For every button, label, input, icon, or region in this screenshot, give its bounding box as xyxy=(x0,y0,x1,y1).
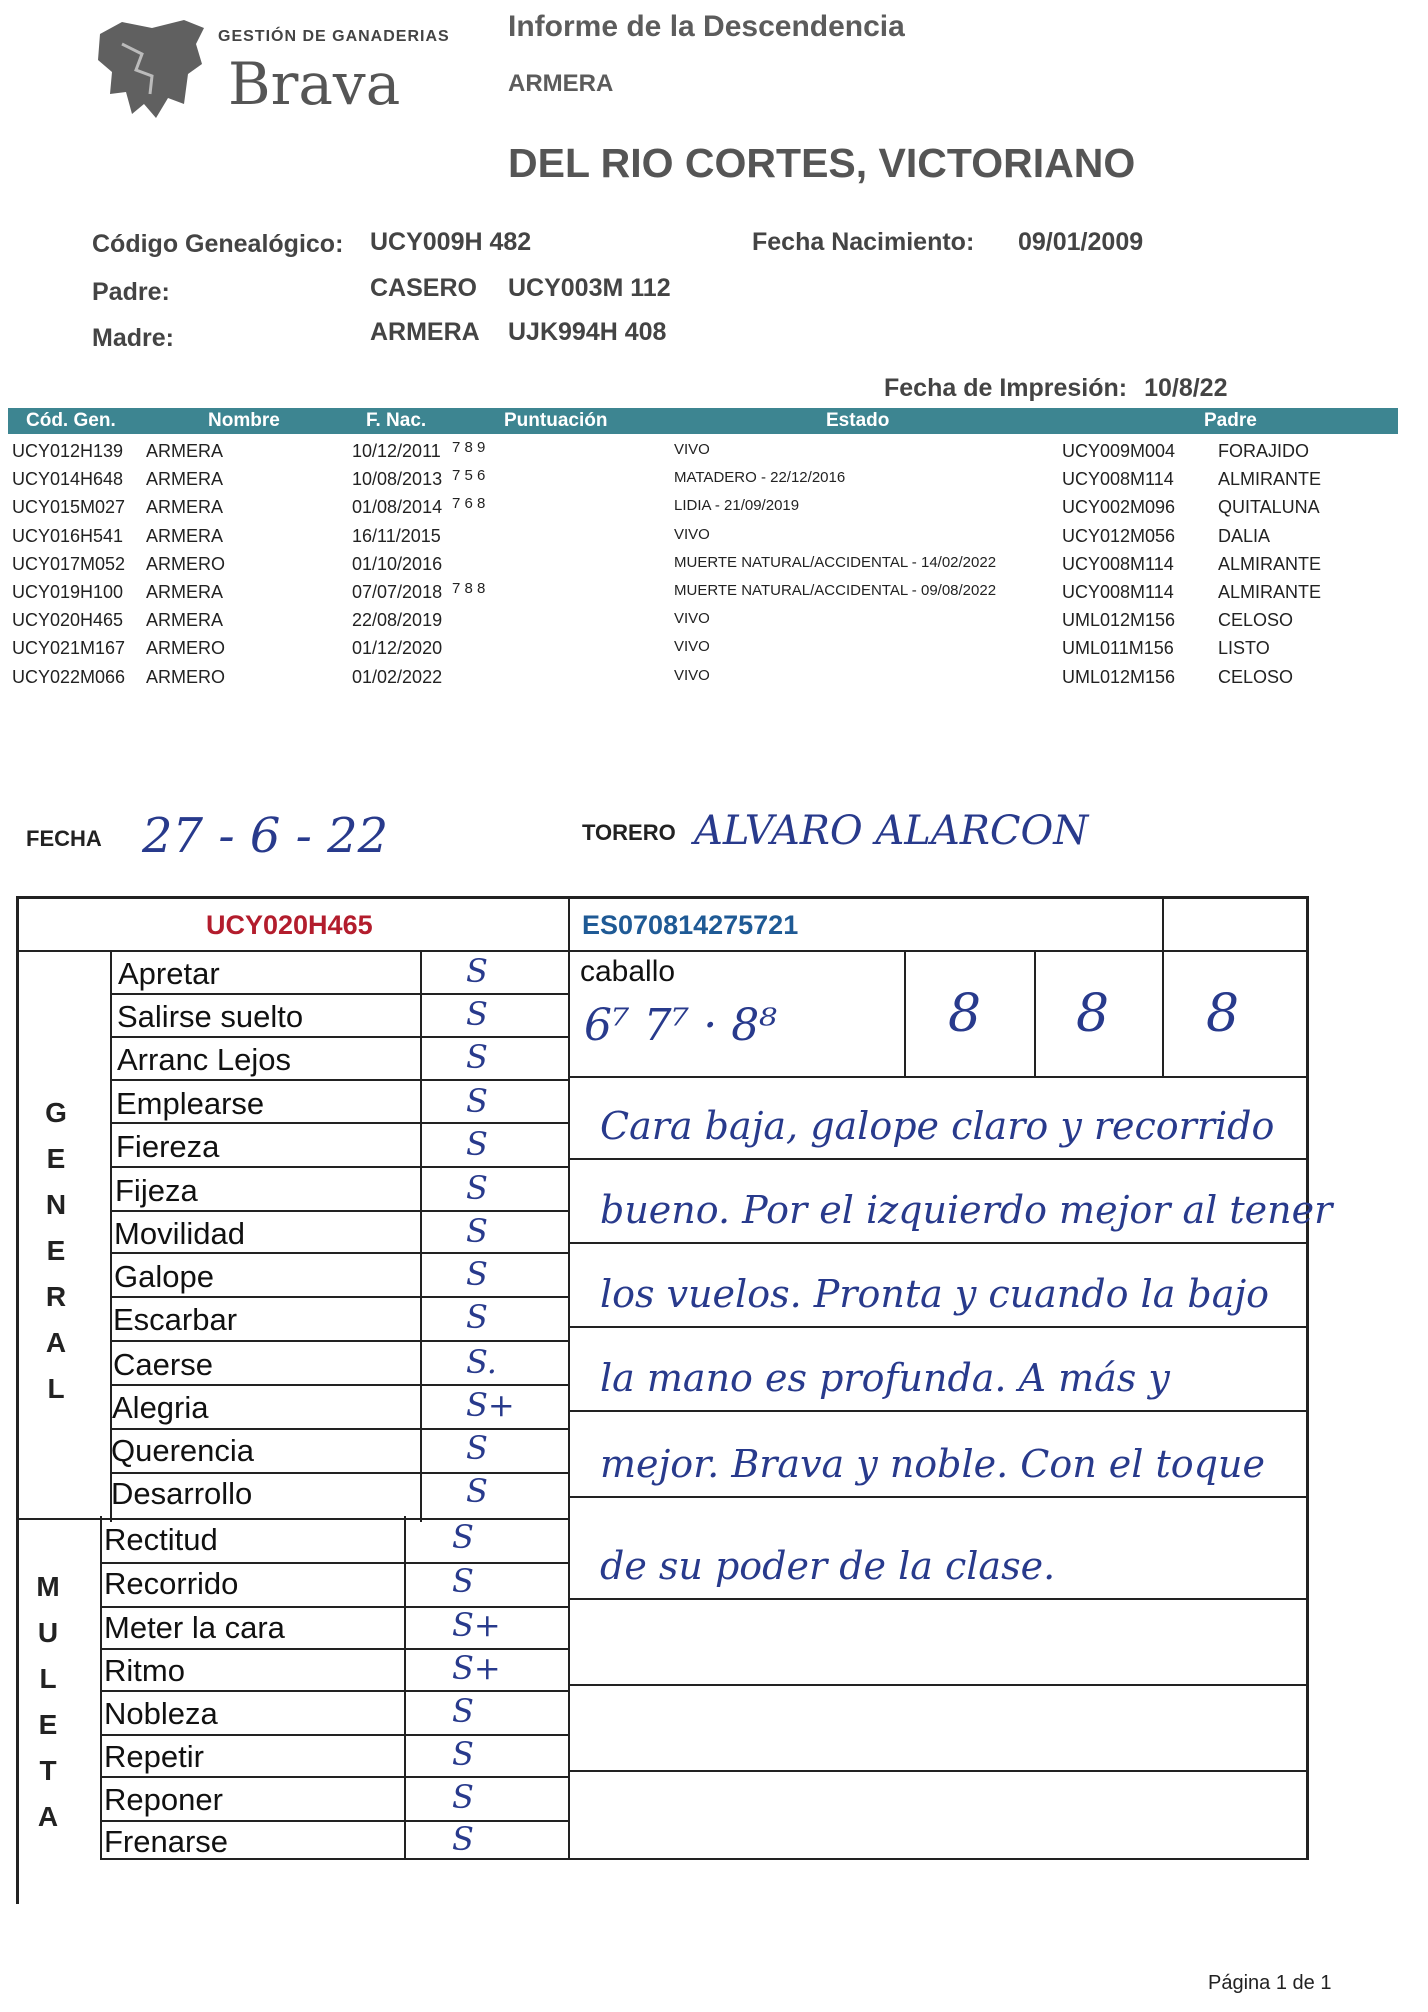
grid-line xyxy=(1306,896,1309,1860)
col-header-score: Puntuación xyxy=(504,410,608,431)
comment-line: la mano es profunda. A más y xyxy=(600,1356,1170,1400)
cell-name: ARMERO xyxy=(146,666,226,687)
cell-birth: 01/08/2014 xyxy=(352,497,443,518)
grid-line xyxy=(110,1428,568,1430)
trait-mark: S xyxy=(466,952,488,990)
cell-padre-code: UCY012M056 xyxy=(1062,525,1176,546)
trait-name: Emplearse xyxy=(116,1086,265,1121)
print-date-label: Fecha de Impresión: xyxy=(884,374,1128,402)
cell-code: UCY014H648 xyxy=(12,469,124,490)
grid-line xyxy=(100,1562,568,1564)
trait-name: Salirse suelto xyxy=(117,999,304,1034)
offspring-table-header xyxy=(8,408,1398,434)
trait-name: Rectitud xyxy=(104,1522,218,1557)
trait-mark: S xyxy=(466,1212,488,1250)
torero-value: ALVARO ALARCON xyxy=(694,808,1089,854)
trait-name: Meter la cara xyxy=(104,1610,285,1645)
cell-name: ARMERA xyxy=(146,497,224,518)
trait-name: Movilidad xyxy=(114,1216,245,1251)
score-3: 8 xyxy=(1206,984,1240,1044)
cell-estado: VIVO xyxy=(674,638,710,656)
grid-line xyxy=(16,896,19,1904)
comment-line: de su poder de la clase. xyxy=(600,1544,1056,1588)
cell-padre-code: UCY008M114 xyxy=(1062,582,1174,602)
trait-mark: S xyxy=(466,1038,488,1076)
cell-padre-name: LISTO xyxy=(1218,638,1270,659)
caballo-scores: 6⁷ 7⁷ · 8⁸ xyxy=(584,1000,777,1051)
report-subtitle: ARMERA xyxy=(508,70,614,97)
caballo-label: caballo xyxy=(580,955,676,988)
grid-line xyxy=(110,1252,568,1254)
cell-estado: MUERTE NATURAL/ACCIDENTAL - 09/08/2022 xyxy=(674,582,997,599)
cell-estado: LIDIA - 21/09/2019 xyxy=(674,497,800,515)
padre-code: UCY003M 112 xyxy=(508,274,671,302)
fecha-nac-value: 09/01/2009 xyxy=(1018,228,1144,256)
cell-code: UCY021M167 xyxy=(12,638,126,659)
cell-name: ARMERO xyxy=(146,638,226,659)
table-row xyxy=(0,554,1428,582)
cell-padre-name: FORAJIDO xyxy=(1218,441,1310,461)
grid-line xyxy=(100,1516,102,1860)
padre-name: CASERO xyxy=(370,274,477,302)
trait-name: Querencia xyxy=(111,1433,255,1468)
grid-line xyxy=(100,1690,568,1692)
bull-silhouette-icon xyxy=(92,14,212,124)
comment-line: mejor. Brava y noble. Con el toque xyxy=(600,1442,1265,1486)
cell-birth: 10/12/2011 xyxy=(352,441,441,461)
cell-birth: 07/07/2018 xyxy=(352,582,443,602)
grid-line xyxy=(110,1210,568,1212)
cell-estado: VIVO xyxy=(674,525,710,543)
grid-line xyxy=(1034,950,1036,1076)
trait-name: Fijeza xyxy=(115,1173,198,1208)
trait-mark: S xyxy=(466,1472,488,1510)
grid-line xyxy=(110,1079,568,1081)
page-counter: Página 1 de 1 xyxy=(1208,1972,1332,1994)
grid-line xyxy=(110,1122,568,1124)
cell-name: ARMERA xyxy=(146,610,224,631)
trait-mark: S xyxy=(466,1082,488,1120)
grid-line xyxy=(110,1166,568,1168)
trait-mark: S xyxy=(466,1298,488,1336)
fecha-label: FECHA xyxy=(26,826,102,851)
codigo-value: UCY009H 482 xyxy=(370,228,532,256)
madre-name: ARMERA xyxy=(370,318,480,346)
fecha-nac-label: Fecha Nacimiento: xyxy=(752,228,975,256)
trait-name: Escarbar xyxy=(113,1302,238,1337)
cell-estado: VIVO xyxy=(674,610,710,628)
trait-mark: S+ xyxy=(452,1649,501,1687)
cell-score: 7 5 6 xyxy=(452,467,486,485)
grid-line xyxy=(570,1076,1308,1078)
cell-birth: 16/11/2015 xyxy=(352,525,441,546)
table-row xyxy=(0,497,1428,525)
cell-name: ARMERA xyxy=(146,525,224,546)
cell-estado: VIVO xyxy=(674,441,710,458)
padre-label: Padre: xyxy=(92,278,170,306)
animal-code: UCY020H465 xyxy=(206,910,373,940)
trait-name: Ritmo xyxy=(104,1653,185,1688)
cell-padre-code: UCY009M004 xyxy=(1062,441,1176,461)
print-date xyxy=(884,374,1228,403)
cell-padre-code: UCY008M114 xyxy=(1062,553,1174,574)
trait-name: Apretar xyxy=(118,956,220,991)
col-header-estado: Estado xyxy=(826,410,890,431)
grid-line xyxy=(570,1158,1308,1160)
trait-name: Caerse xyxy=(113,1347,213,1382)
comment-line: Cara baja, galope claro y recorrido xyxy=(600,1104,1275,1148)
cell-code: UCY017M052 xyxy=(12,553,126,574)
col-header-code: Cód. Gen. xyxy=(26,410,116,431)
cell-birth: 22/08/2019 xyxy=(352,610,443,631)
grid-line xyxy=(570,1242,1308,1244)
trait-mark: S xyxy=(452,1692,474,1730)
cell-code: UCY012H139 xyxy=(12,441,124,461)
table-row xyxy=(0,526,1428,554)
logo-wordmark: Brava xyxy=(228,50,401,118)
cell-padre-name: ALMIRANTE xyxy=(1218,553,1322,574)
trait-mark: S xyxy=(452,1820,474,1858)
print-date-value: 10/8/22 xyxy=(1144,374,1228,402)
trait-name: Reponer xyxy=(104,1782,223,1817)
grid-line xyxy=(16,896,1308,899)
general-vertical-label: G E N E R A L xyxy=(45,1097,67,1404)
trait-name: Fiereza xyxy=(116,1129,220,1164)
comment-line: los vuelos. Pronta y cuando la bajo xyxy=(600,1272,1270,1316)
grid-line xyxy=(570,1598,1308,1600)
cell-estado: VIVO xyxy=(674,666,710,684)
trait-name: Recorrido xyxy=(104,1566,239,1601)
trait-mark: S+ xyxy=(452,1606,501,1644)
madre-code: UJK994H 408 xyxy=(508,318,667,346)
col-header-name: Nombre xyxy=(208,410,280,431)
grid-line xyxy=(110,1340,568,1342)
cell-code: UCY019H100 xyxy=(12,582,124,602)
animal-id: ES070814275721 xyxy=(582,910,799,940)
trait-mark: S xyxy=(452,1778,474,1816)
trait-name: Repetir xyxy=(104,1739,204,1774)
fecha-value: 27 - 6 - 22 xyxy=(142,808,389,864)
trait-name: Desarrollo xyxy=(111,1476,253,1511)
cell-name: ARMERA xyxy=(146,469,224,490)
table-row xyxy=(0,638,1428,666)
cell-score: 7 8 8 xyxy=(452,580,486,597)
cell-padre-code: UCY008M114 xyxy=(1062,469,1174,490)
cell-padre-code: UML012M156 xyxy=(1062,610,1176,631)
score-1: 8 xyxy=(948,984,982,1044)
table-row xyxy=(0,667,1428,695)
trait-name: Alegria xyxy=(112,1390,209,1425)
cell-code: UCY022M066 xyxy=(12,666,126,687)
torero-label: TORERO xyxy=(582,820,676,845)
grid-line xyxy=(904,950,906,1076)
comment-line: bueno. Por el izquierdo mejor al tener xyxy=(600,1188,1333,1232)
grid-line xyxy=(100,1858,1308,1860)
trait-mark: S xyxy=(466,1169,488,1207)
trait-mark: S xyxy=(466,1125,488,1163)
cell-estado: MUERTE NATURAL/ACCIDENTAL - 14/02/2022 xyxy=(674,553,997,571)
trait-name: Arranc Lejos xyxy=(117,1042,292,1077)
grid-line xyxy=(110,950,568,952)
cell-padre-name: CELOSO xyxy=(1218,610,1294,631)
cell-padre-name: CELOSO xyxy=(1218,666,1294,687)
trait-name: Galope xyxy=(114,1259,214,1294)
report-title: Informe de la Descendencia xyxy=(508,10,905,43)
brand-logo xyxy=(92,14,452,124)
grid-line xyxy=(100,1734,568,1736)
col-header-padre: Padre xyxy=(1204,410,1257,431)
grid-line xyxy=(568,896,570,1860)
trait-mark: S xyxy=(466,995,488,1033)
grid-line xyxy=(110,1472,568,1474)
cell-padre-name: DALIA xyxy=(1218,525,1271,546)
grid-line xyxy=(570,1496,1308,1498)
cell-name: ARMERO xyxy=(146,553,226,574)
cell-code: UCY016H541 xyxy=(12,525,124,546)
table-row xyxy=(0,610,1428,638)
cell-estado: MATADERO - 22/12/2016 xyxy=(674,469,846,487)
logo-tagline: GESTIÓN DE GANADERIAS xyxy=(218,28,450,45)
trait-mark: S xyxy=(452,1518,474,1556)
grid-line xyxy=(570,1684,1308,1686)
cell-score: 7 6 8 xyxy=(452,495,486,513)
cell-padre-code: UML012M156 xyxy=(1062,666,1176,687)
cell-code: UCY020H465 xyxy=(12,610,124,631)
cell-padre-code: UML011M156 xyxy=(1062,638,1174,659)
cell-birth: 10/08/2013 xyxy=(352,469,443,490)
trait-mark: S xyxy=(452,1735,474,1773)
cell-name: ARMERA xyxy=(146,582,224,602)
grid-line xyxy=(110,1296,568,1298)
table-row xyxy=(0,469,1428,497)
cell-code: UCY015M027 xyxy=(12,497,126,518)
table-row xyxy=(0,582,1428,610)
trait-name: Nobleza xyxy=(104,1696,218,1731)
grid-line xyxy=(1162,896,1164,950)
owner-name: DEL RIO CORTES, VICTORIANO xyxy=(508,140,1136,186)
grid-line xyxy=(570,1770,1308,1772)
codigo-label: Código Genealógico: xyxy=(92,230,344,258)
cell-birth: 01/02/2022 xyxy=(352,666,443,687)
trait-mark: S+ xyxy=(466,1386,515,1424)
grid-line xyxy=(404,1516,406,1860)
muleta-vertical-label: M U L E T A xyxy=(36,1571,60,1832)
trait-mark: S xyxy=(466,1255,488,1293)
cell-padre-code: UCY002M096 xyxy=(1062,497,1176,518)
trait-name: Frenarse xyxy=(104,1824,229,1859)
cell-padre-name: ALMIRANTE xyxy=(1218,469,1322,490)
grid-line xyxy=(1162,950,1164,1076)
table-row xyxy=(0,441,1428,469)
grid-line xyxy=(100,1776,568,1778)
trait-mark: S. xyxy=(466,1343,497,1381)
cell-birth: 01/12/2020 xyxy=(352,638,443,659)
madre-label: Madre: xyxy=(92,324,174,352)
cell-padre-name: ALMIRANTE xyxy=(1218,582,1322,602)
trait-mark: S xyxy=(466,1429,488,1467)
grid-line xyxy=(100,1820,568,1822)
col-header-birth: F. Nac. xyxy=(366,410,427,431)
trait-mark: S xyxy=(452,1562,474,1600)
cell-padre-name: QUITALUNA xyxy=(1218,497,1320,518)
cell-score: 7 8 9 xyxy=(452,439,486,456)
score-2: 8 xyxy=(1076,984,1110,1044)
grid-line xyxy=(16,1518,568,1520)
grid-line xyxy=(570,1410,1308,1412)
cell-name: ARMERA xyxy=(146,441,224,461)
cell-birth: 01/10/2016 xyxy=(352,553,443,574)
grid-line xyxy=(110,993,568,995)
grid-line xyxy=(570,1326,1308,1328)
grid-line xyxy=(110,1036,568,1038)
